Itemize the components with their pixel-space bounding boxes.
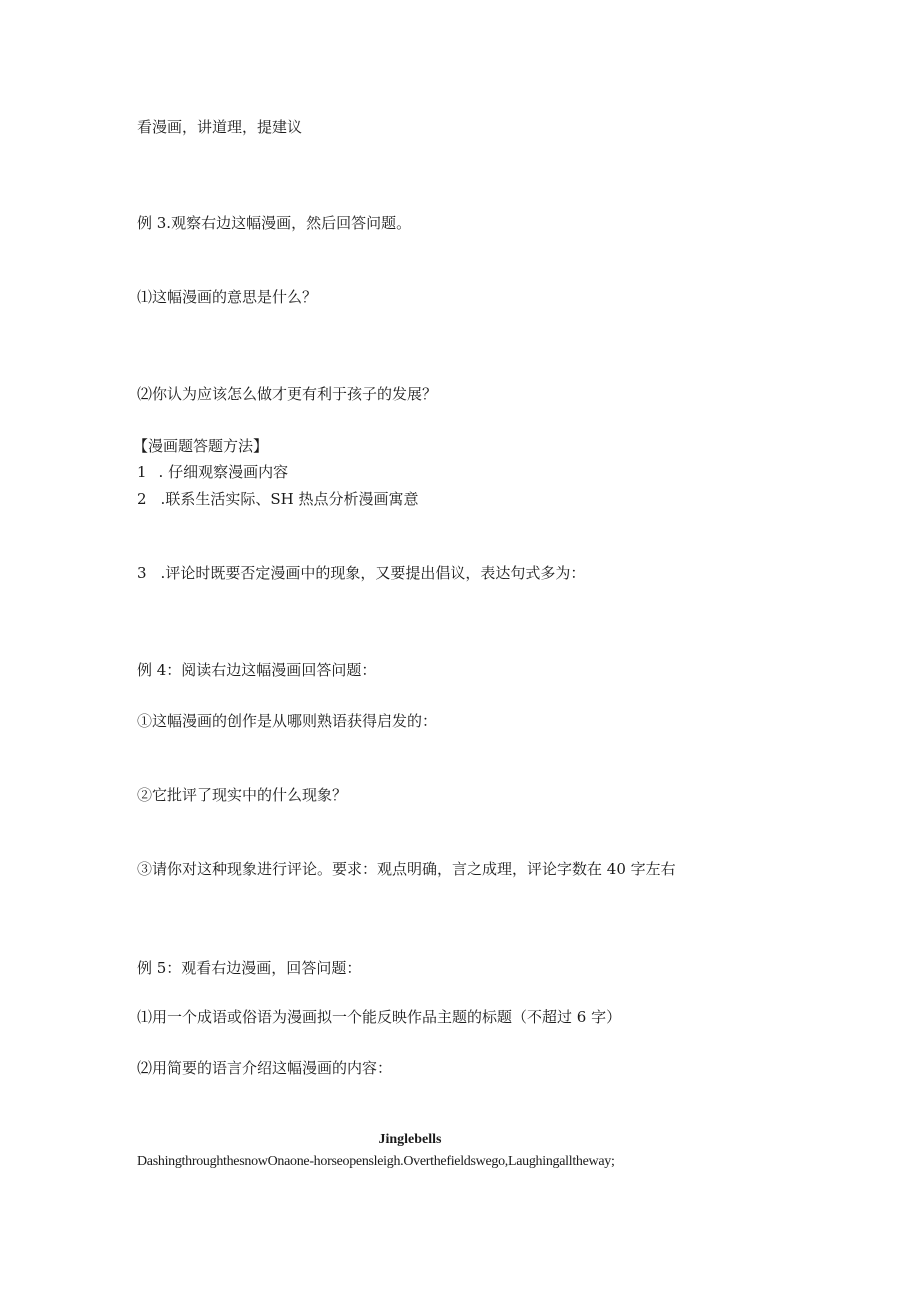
song-lyrics-line: DashingthroughthesnowOnaone-horseopensleigh.Overthefieldswego,Laughingalltheway; xyxy=(137,1154,615,1169)
example4-question-3: ③请你对这种现象进行评论。要求：观点明确，言之成理，评论字数在 40 字左右 xyxy=(137,860,676,878)
step-text: .评论时既要否定漫画中的现象，又要提出倡议，表达句式多为： xyxy=(160,564,586,582)
method-title: 【漫画题答题方法】 xyxy=(133,437,269,455)
method-step-1 xyxy=(137,462,288,482)
page-heading: 看漫画，讲道理，提建议 xyxy=(137,118,303,136)
example5-question-1: ⑴用一个成语或俗语为漫画拟一个能反映作品主题的标题（不超过 6 字） xyxy=(137,1008,622,1026)
example3-question-2: ⑵你认为应该怎么做才更有利于孩子的发展？ xyxy=(137,385,438,403)
step-number: 2 xyxy=(137,490,147,508)
example4-question-2: ②它批评了现实中的什么现象？ xyxy=(137,786,348,804)
step-number: 3 xyxy=(137,564,147,582)
example4-prompt: 例 4：阅读右边这幅漫画回答问题： xyxy=(137,661,377,679)
example3-question-1: ⑴这幅漫画的意思是什么？ xyxy=(137,288,318,306)
step-text: . 仔细观察漫画内容 xyxy=(158,463,289,481)
song-title: Jinglebells xyxy=(378,1132,442,1147)
method-step-3 xyxy=(137,563,585,583)
example5-question-2: ⑵用简要的语言介绍这幅漫画的内容： xyxy=(137,1059,393,1077)
example4-question-1: ①这幅漫画的创作是从哪则熟语获得启发的： xyxy=(137,712,438,730)
method-step-2 xyxy=(137,489,418,509)
example3-prompt: 例 3.观察右边这幅漫画，然后回答问题。 xyxy=(137,214,412,232)
example5-prompt: 例 5：观看右边漫画，回答问题： xyxy=(137,959,362,977)
step-text: .联系生活实际、SH 热点分析漫画寓意 xyxy=(160,490,419,508)
step-number: 1 xyxy=(137,463,147,481)
